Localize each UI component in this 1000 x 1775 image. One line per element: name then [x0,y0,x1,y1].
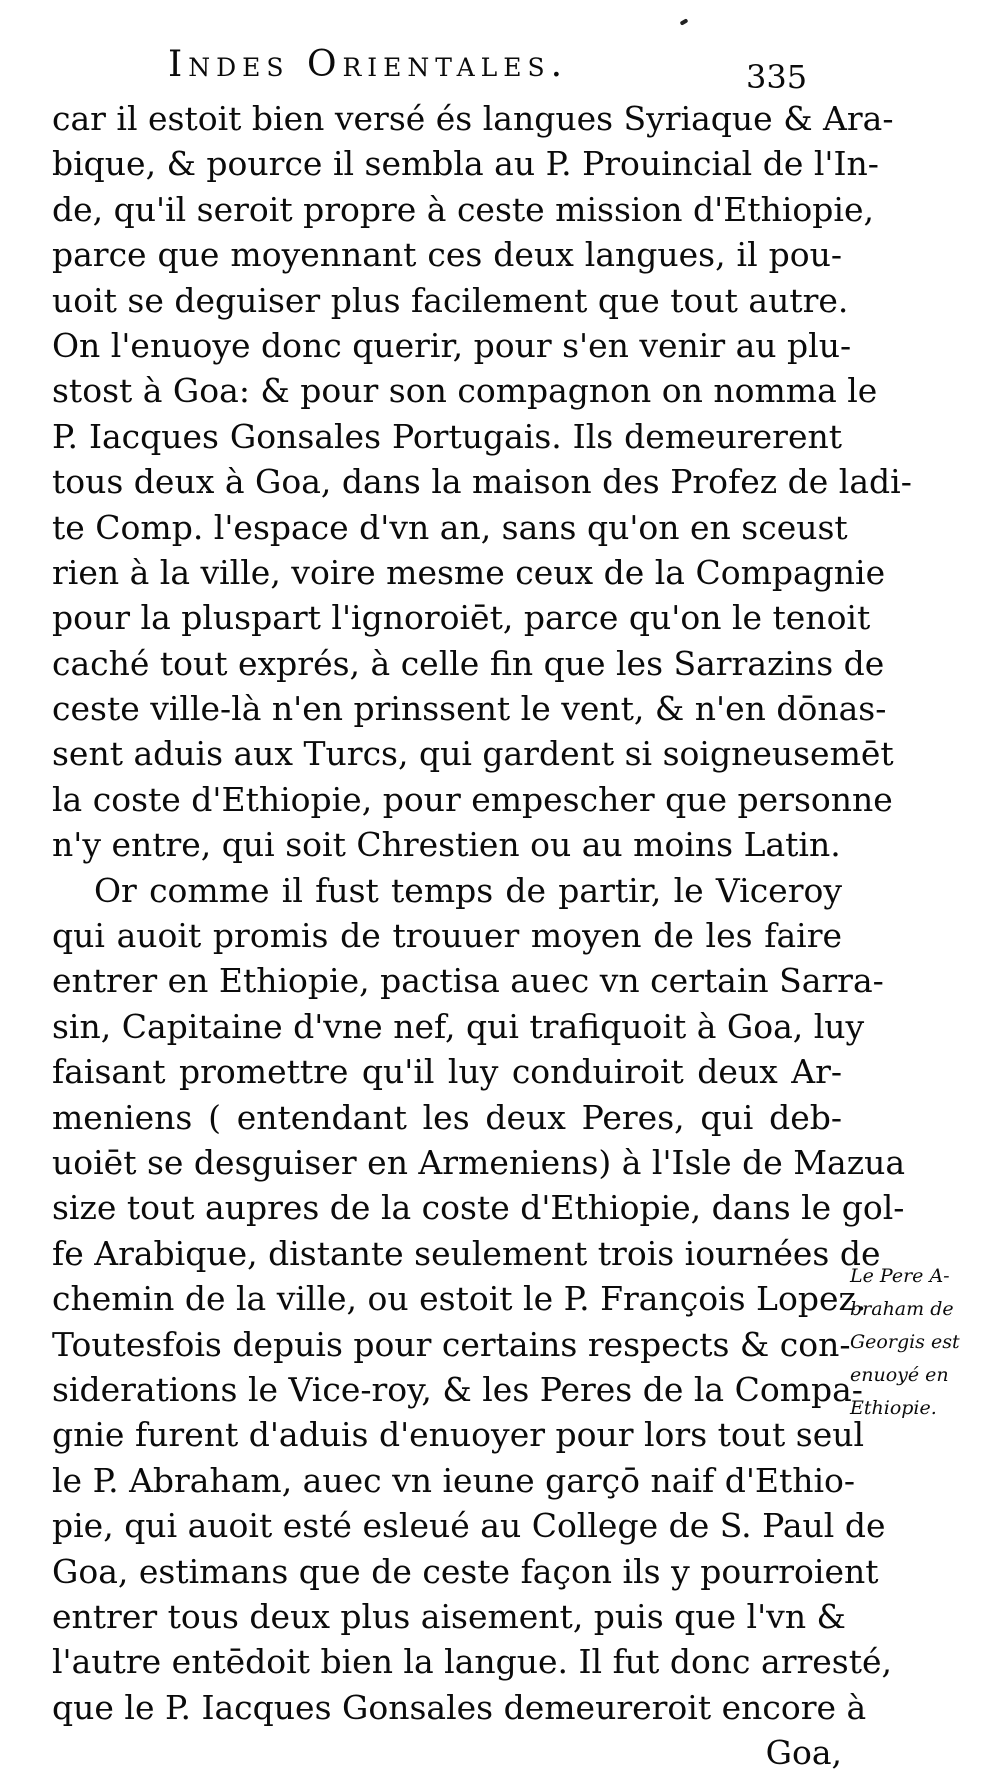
text-line: siderations le Vice-roy, & les Peres de la Compa- [52,1369,863,1409]
text-line: uoit se deguiser plus facilement que tout autre. [52,280,849,320]
text-line: de, qu'il seroit propre à ceste mission d'Ethiopie, [52,189,874,229]
text-line: parce que moyennant ces deux langues, il pou- [52,235,842,275]
text-line: entrer en Ethiopie, pactisa auec vn certain Sarra- [52,961,884,1001]
text-line: caché tout exprés, à celle fin que les Sarrazins de [52,643,885,683]
text-line: car il estoit bien versé és langues Syriaque & Ara- [52,99,894,138]
text-line: fe Arabique, distante seulement trois iournées de [52,1233,881,1273]
text-line: pour la pluspart l'ignoroiēt, parce qu'on le tenoit [52,598,871,638]
ink-speck [680,18,689,25]
text-line: n'y entre, qui soit Chrestien ou au moins Latin. [52,825,841,865]
text-line: size tout aupres de la coste d'Ethiopie, dans le gol- [52,1188,905,1228]
text-line: Toutesfois depuis pour certains respects & con- [52,1324,851,1364]
text-line: chemin de la ville, ou estoit le P. François Lopez. [52,1279,867,1319]
text-line: Goa, estimans que de ceste façon ils y pourroient [52,1551,879,1591]
text-line: tous deux à Goa, dans la maison des Profez de ladi- [52,462,912,502]
catchword: Goa, [765,1733,842,1773]
text-line: gnie furent d'aduis d'enuoyer pour lors tout seul [52,1415,865,1455]
text-line: que le P. Iacques Gonsales demeureroit encore à [52,1687,867,1727]
text-line: le P. Abraham, auec vn ieune garçō naif d'Ethio- [52,1460,856,1500]
text-line: sent aduis aux Turcs, qui gardent si soigneusemēt [52,734,894,774]
marginal-note-line: enuoyé en [850,1364,949,1386]
text-line: l'autre entēdoit bien la langue. Il fut donc arresté, [52,1642,893,1682]
text-line: ceste ville-là n'en prinssent le vent, & n'en dōnas- [52,689,887,729]
text-line: faisant promettre qu'il luy conduiroit deux Ar- [52,1052,842,1092]
marginal-note [850,1260,988,1425]
text-line: meniens ( entendant les deux Peres, qui deb- [52,1097,842,1137]
text-line: pie, qui auoit esté esleué au College de S. Paul de [52,1506,886,1546]
running-title: Indes Orientales. [168,44,569,85]
text-line: qui auoit promis de trouuer moyen de les faire [52,916,842,956]
marginal-note-line: Ethiopie. [850,1397,937,1419]
text-line: stost à Goa: & pour son compagnon on nomma le [52,371,878,411]
page-number: 335 [746,58,808,96]
text-line: sin, Capitaine d'vne nef, qui trafiquoit à Goa, luy [52,1006,865,1046]
text-line: bique, & pource il sembla au P. Prouincial de l'In- [52,144,879,184]
text-line: On l'enuoye donc querir, pour s'en venir au plu- [52,325,852,365]
text-line: la coste d'Ethiopie, pour empescher que personne [52,779,893,819]
marginal-note-line: braham de [850,1298,954,1320]
text-line: entrer tous deux plus aisement, puis que l'vn & [52,1596,846,1636]
text-line: te Comp. l'espace d'vn an, sans qu'on en sceust [52,507,848,547]
marginal-note-line: Georgis est [850,1331,960,1353]
paragraph-first-line: Or comme il fust temps de partir, le Viceroy [94,870,842,910]
text-line: rien à la ville, voire mesme ceux de la Compagnie [52,552,886,592]
text-line: P. Iacques Gonsales Portugais. Ils demeurerent [52,416,842,456]
text-line: uoiēt se desguiser en Armeniens) à l'Isle de Mazua [52,1142,906,1182]
marginal-note-line: Le Pere A- [850,1265,950,1287]
